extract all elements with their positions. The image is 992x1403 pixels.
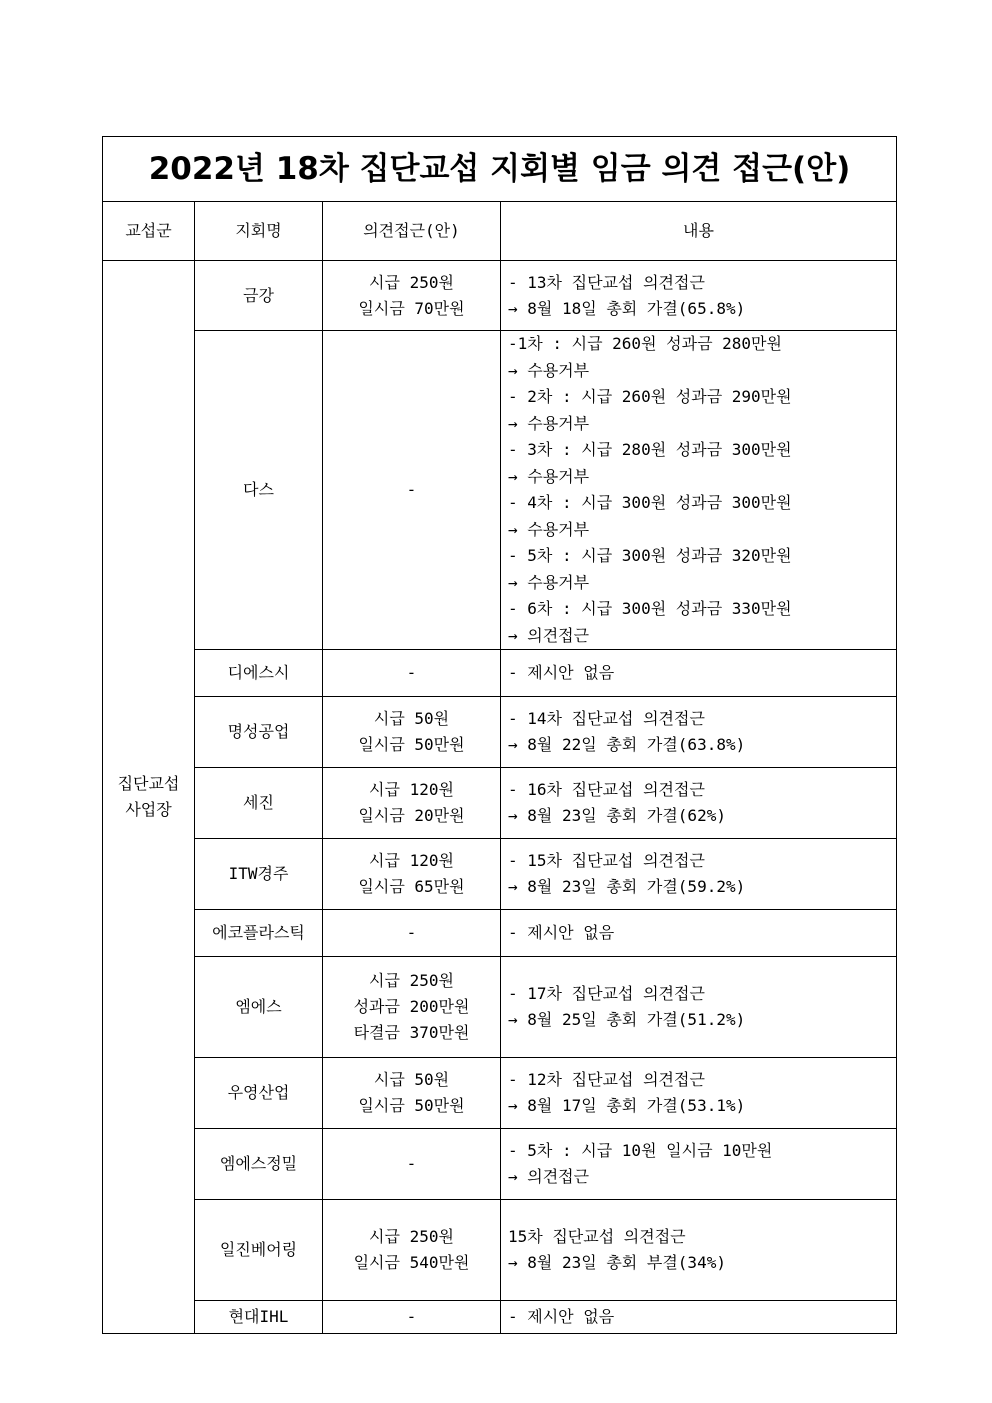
group-name-line: 집단교섭 [117, 774, 180, 793]
table-row [103, 1129, 897, 1200]
content-cell: - 5차 : 시급 10원 일시금 10만원 → 의견접근 [501, 1129, 897, 1200]
content-cell: -1차 : 시급 260원 성과금 280만원 → 수용거부 - 2차 : 시급 260원 성과금 290만원 → 수용거부 - 3차 : 시급 280원 성과금 300만원 → 수용거부 - 4차 : 시급 300원 성과금 300만원 → 수용거부 - 5차 : 시급 300원 성과금 320만원 → 수용거부 - 6차 : 시급 300원 성과금 330만원 → 의견접근 [501, 331, 897, 650]
proposal-cell: 시급 120원 일시금 65만원 [323, 839, 501, 910]
header-branch: 지회명 [195, 202, 323, 261]
wage-table [102, 136, 897, 1334]
table-row [103, 910, 897, 957]
content-cell: - 14차 집단교섭 의견접근 → 8월 22일 총회 가결(63.8%) [501, 697, 897, 768]
content-cell: - 제시안 없음 [501, 650, 897, 697]
header-group: 교섭군 [103, 202, 195, 261]
branch-cell: 우영산업 [195, 1058, 323, 1129]
branch-cell: 현대IHL [195, 1301, 323, 1334]
proposal-cell: - [323, 910, 501, 957]
table-row [103, 650, 897, 697]
branch-cell: 엠에스정밀 [195, 1129, 323, 1200]
table-row [103, 1200, 897, 1301]
content-cell: - 제시안 없음 [501, 1301, 897, 1334]
branch-cell: 세진 [195, 768, 323, 839]
branch-cell: 명성공업 [195, 697, 323, 768]
table-row [103, 261, 897, 331]
table-row [103, 768, 897, 839]
branch-cell: 에코플라스틱 [195, 910, 323, 957]
proposal-cell: - [323, 331, 501, 650]
table-row [103, 1058, 897, 1129]
content-cell: - 13차 집단교섭 의견접근 → 8월 18일 총회 가결(65.8%) [501, 261, 897, 331]
content-cell: 15차 집단교섭 의견접근 → 8월 23일 총회 부결(34%) [501, 1200, 897, 1301]
content-cell: - 15차 집단교섭 의견접근 → 8월 23일 총회 가결(59.2%) [501, 839, 897, 910]
proposal-cell: - [323, 650, 501, 697]
branch-cell: 디에스시 [195, 650, 323, 697]
group-cell [103, 261, 195, 1334]
branch-cell: 다스 [195, 331, 323, 650]
proposal-cell: - [323, 1301, 501, 1334]
table-row [103, 839, 897, 910]
table-row [103, 331, 897, 650]
proposal-cell: 시급 50원 일시금 50만원 [323, 1058, 501, 1129]
header-proposal: 의견접근(안) [323, 202, 501, 261]
table-row [103, 1301, 897, 1334]
group-name-line: 사업장 [125, 800, 172, 819]
proposal-cell: 시급 250원 성과금 200만원 타결금 370만원 [323, 957, 501, 1058]
branch-cell: ITW경주 [195, 839, 323, 910]
document-title: 2022년 18차 집단교섭 지회별 임금 의견 접근(안) [103, 137, 897, 202]
table-row [103, 957, 897, 1058]
table-row [103, 697, 897, 768]
branch-cell: 금강 [195, 261, 323, 331]
proposal-cell: 시급 250원 일시금 540만원 [323, 1200, 501, 1301]
content-cell: - 17차 집단교섭 의견접근 → 8월 25일 총회 가결(51.2%) [501, 957, 897, 1058]
header-content: 내용 [501, 202, 897, 261]
proposal-cell: 시급 50원 일시금 50만원 [323, 697, 501, 768]
content-cell: - 16차 집단교섭 의견접근 → 8월 23일 총회 가결(62%) [501, 768, 897, 839]
content-cell: - 12차 집단교섭 의견접근 → 8월 17일 총회 가결(53.1%) [501, 1058, 897, 1129]
proposal-cell: 시급 250원 일시금 70만원 [323, 261, 501, 331]
header-row [103, 202, 897, 261]
proposal-cell: - [323, 1129, 501, 1200]
branch-cell: 일진베어링 [195, 1200, 323, 1301]
branch-cell: 엠에스 [195, 957, 323, 1058]
proposal-cell: 시급 120원 일시금 20만원 [323, 768, 501, 839]
content-cell: - 제시안 없음 [501, 910, 897, 957]
